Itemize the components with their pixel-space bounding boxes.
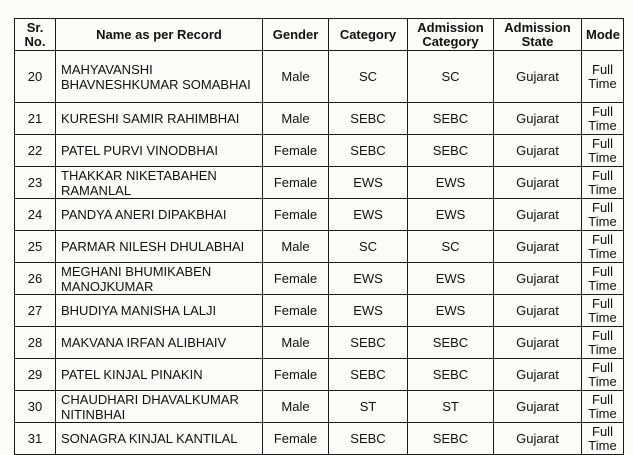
header-admission-category: Admission Category: [408, 19, 494, 51]
admission-records-table: [14, 18, 624, 455]
category-cell: EWS: [329, 263, 408, 295]
mode-cell: Full Time: [582, 423, 624, 455]
admission-state-cell: Gujarat: [494, 263, 582, 295]
gender-cell: Female: [263, 167, 329, 199]
sr-no-cell: 26: [15, 263, 56, 295]
admission-category-cell: EWS: [408, 263, 494, 295]
header-gender: Gender: [263, 19, 329, 51]
header-category: Category: [329, 19, 408, 51]
mode-cell: Full Time: [582, 51, 624, 103]
admission-category-cell: SEBC: [408, 135, 494, 167]
admission-state-cell: Gujarat: [494, 51, 582, 103]
mode-cell: Full Time: [582, 295, 624, 327]
table-row: [15, 135, 624, 167]
table-row: [15, 263, 624, 295]
gender-cell: Female: [263, 199, 329, 231]
name-cell: CHAUDHARI DHAVALKUMAR NITINBHAI: [56, 391, 263, 423]
category-cell: EWS: [329, 167, 408, 199]
name-cell: MEGHANI BHUMIKABEN MANOJKUMAR: [56, 263, 263, 295]
gender-cell: Female: [263, 135, 329, 167]
header-row: [15, 19, 624, 51]
mode-cell: Full Time: [582, 359, 624, 391]
table-row: [15, 51, 624, 103]
mode-cell: Full Time: [582, 135, 624, 167]
name-cell: MAKVANA IRFAN ALIBHAIV: [56, 327, 263, 359]
sr-no-cell: 28: [15, 327, 56, 359]
admission-category-cell: EWS: [408, 199, 494, 231]
name-cell: PANDYA ANERI DIPAKBHAI: [56, 199, 263, 231]
category-cell: SEBC: [329, 327, 408, 359]
header-name: Name as per Record: [56, 19, 263, 51]
category-cell: SEBC: [329, 423, 408, 455]
table-row: [15, 231, 624, 263]
sr-no-cell: 21: [15, 103, 56, 135]
table-row: [15, 295, 624, 327]
category-cell: EWS: [329, 199, 408, 231]
admission-category-cell: SEBC: [408, 359, 494, 391]
category-cell: EWS: [329, 295, 408, 327]
name-cell: MAHYAVANSHI BHAVNESHKUMAR SOMABHAI: [56, 51, 263, 103]
mode-cell: Full Time: [582, 103, 624, 135]
category-cell: ST: [329, 391, 408, 423]
sr-no-cell: 20: [15, 51, 56, 103]
admission-state-cell: Gujarat: [494, 103, 582, 135]
admission-state-cell: Gujarat: [494, 327, 582, 359]
gender-cell: Female: [263, 423, 329, 455]
admission-category-cell: EWS: [408, 167, 494, 199]
mode-cell: Full Time: [582, 391, 624, 423]
sr-no-cell: 31: [15, 423, 56, 455]
sr-no-cell: 25: [15, 231, 56, 263]
category-cell: SC: [329, 231, 408, 263]
category-cell: SEBC: [329, 135, 408, 167]
gender-cell: Male: [263, 391, 329, 423]
sr-no-cell: 30: [15, 391, 56, 423]
name-cell: KURESHI SAMIR RAHIMBHAI: [56, 103, 263, 135]
admission-category-cell: SEBC: [408, 423, 494, 455]
category-cell: SEBC: [329, 359, 408, 391]
sr-no-cell: 22: [15, 135, 56, 167]
mode-cell: Full Time: [582, 231, 624, 263]
admission-category-cell: SC: [408, 231, 494, 263]
name-cell: PATEL PURVI VINODBHAI: [56, 135, 263, 167]
admission-category-cell: ST: [408, 391, 494, 423]
admission-category-cell: EWS: [408, 295, 494, 327]
admission-state-cell: Gujarat: [494, 391, 582, 423]
gender-cell: Male: [263, 103, 329, 135]
admission-category-cell: SEBC: [408, 327, 494, 359]
header-mode: Mode: [582, 19, 624, 51]
admission-state-cell: Gujarat: [494, 359, 582, 391]
gender-cell: Male: [263, 51, 329, 103]
table-row: [15, 199, 624, 231]
gender-cell: Male: [263, 231, 329, 263]
name-cell: PARMAR NILESH DHULABHAI: [56, 231, 263, 263]
category-cell: SC: [329, 51, 408, 103]
category-cell: SEBC: [329, 103, 408, 135]
name-cell: BHUDIYA MANISHA LALJI: [56, 295, 263, 327]
sr-no-cell: 23: [15, 167, 56, 199]
table-row: [15, 167, 624, 199]
admission-state-cell: Gujarat: [494, 167, 582, 199]
name-cell: SONAGRA KINJAL KANTILAL: [56, 423, 263, 455]
gender-cell: Female: [263, 359, 329, 391]
admission-state-cell: Gujarat: [494, 135, 582, 167]
admission-state-cell: Gujarat: [494, 295, 582, 327]
name-cell: PATEL KINJAL PINAKIN: [56, 359, 263, 391]
mode-cell: Full Time: [582, 167, 624, 199]
gender-cell: Female: [263, 295, 329, 327]
table-row: [15, 391, 624, 423]
gender-cell: Male: [263, 327, 329, 359]
sr-no-cell: 24: [15, 199, 56, 231]
sr-no-cell: 27: [15, 295, 56, 327]
table-row: [15, 423, 624, 455]
table-row: [15, 327, 624, 359]
mode-cell: Full Time: [582, 263, 624, 295]
table-row: [15, 103, 624, 135]
mode-cell: Full Time: [582, 199, 624, 231]
header-admission-state: Admission State: [494, 19, 582, 51]
admission-state-cell: Gujarat: [494, 423, 582, 455]
name-cell: THAKKAR NIKETABAHEN RAMANLAL: [56, 167, 263, 199]
admission-state-cell: Gujarat: [494, 199, 582, 231]
mode-cell: Full Time: [582, 327, 624, 359]
admission-category-cell: SC: [408, 51, 494, 103]
sr-no-cell: 29: [15, 359, 56, 391]
admission-state-cell: Gujarat: [494, 231, 582, 263]
table-row: [15, 359, 624, 391]
admission-category-cell: SEBC: [408, 103, 494, 135]
header-sr-no: Sr. No.: [15, 19, 56, 51]
gender-cell: Female: [263, 263, 329, 295]
